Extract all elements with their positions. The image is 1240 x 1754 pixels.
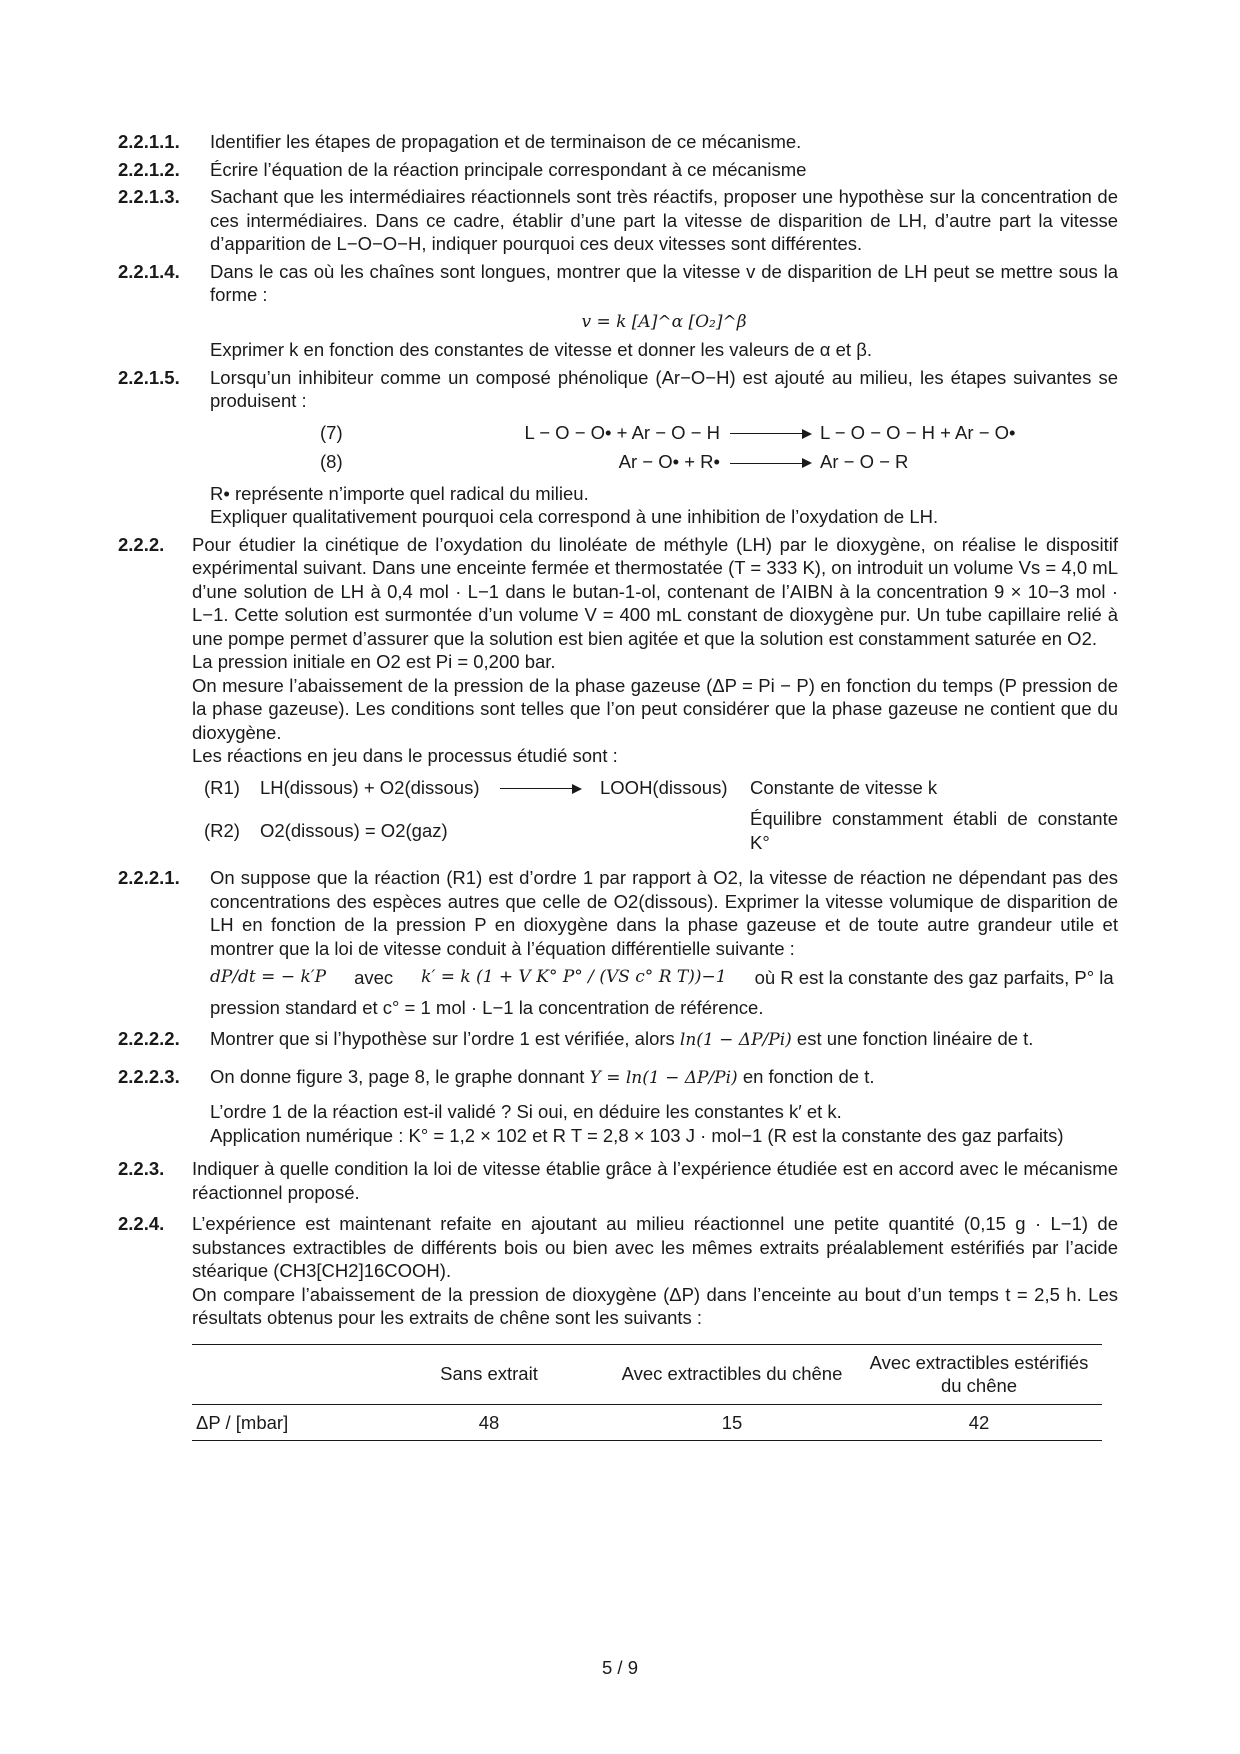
paragraph-initial-pressure: La pression initiale en O2 est Pi = 0,200 bar. [192,651,556,672]
question-text: Écrire l’équation de la réaction principale correspondant à ce mécanisme [210,158,807,180]
numerical-application: Application numérique : K° = 1,2 × 102 et R T = 2,8 × 103 J · mol−1 (R est la constante des gaz parfaits) [210,1124,1064,1146]
avec-word: avec [354,967,394,988]
log-expression: ln(1 − ΔP/Pi) [679,1030,792,1050]
question-text: Pour étudier la cinétique de l’oxydation du linoléate de méthyle (LH) par le dioxygène, on réalise le dispositif expérimental suivant. Dans une enceinte fermée et thermostatée (T = 333 K), on introduit un volume Vs = 4,0 mL d’une solution de LH à 0,4 mol · L−1 dans le butan-1-ol, contenant de l’AIBN à la concentration 9 × 10−3 mol · L−1. Cette solution est surmontée d’un volume V = 400 mL constant de dioxygène pur. Un tube capillaire relié à une pompe permet d’assurer que la solution est bien agitée et que la solution est constamment saturée en O2. [192,533,1118,649]
differential-equation-line [210,966,1118,990]
table-row [192,1404,1102,1441]
question-text-3: Expliquer qualitativement pourquoi cela correspond à une inhibition de l’oxydation de LH. [210,506,939,527]
reaction-arrow [500,788,580,789]
question-text-2: Exprimer k en fonction des constantes de vitesse et donner les valeurs de α et β. [210,339,872,360]
question-2-2-1-2 [118,158,1118,182]
table-cell: 15 [608,1404,856,1441]
question-text-2: R• représente n’importe quel radical du milieu. [210,482,589,504]
question-number: 2.2.1.3. [118,186,180,207]
inhibition-reactions [320,421,1118,474]
question-2-2-1-3 [118,185,1118,256]
question-text-end: en fonction de t. [742,1065,875,1087]
k-prime-expression: k′ = k (1 + V K° P° / (VS c° R T))−1 [421,967,727,987]
table-header-row [192,1344,1102,1404]
question-number: 2.2.2.2. [118,1028,180,1049]
question-text: Sachant que les intermédiaires réactionnels sont très réactifs, proposer une hypothèse sur la concentration de ces intermédiaires. Dans ce cadre, établir d’une part la vitesse de disparition de LH, d’autre part la vitesse d’apparition de L−O−O−H, indiquer pourquoi ces deux vitesses sont différentes. [210,186,1118,254]
reaction-7-reactants: L − O − O• + Ar − O − H [524,421,720,443]
reaction-8-reactants: Ar − O• + R• [618,451,720,472]
reaction-7-label: (7) [320,421,343,443]
question-2-2-1-4 [118,260,1118,362]
rate-law-equation: v = k [A]^α [O₂]^β [581,311,747,332]
question-2-2-2-2 [118,1027,1118,1053]
question-text: On donne figure 3, page 8, le graphe donnant [210,1065,585,1087]
question-2-2-2 [118,533,1118,863]
question-text-end: est une fonction linéaire de t. [796,1028,1034,1049]
table-header-cell: Avec extractibles estérifiés du chêne [856,1344,1102,1404]
reaction-r1-label: (R1) [204,776,240,798]
reaction-r2-note: Équilibre constamment établi de constante K° [750,808,1118,853]
question-number: 2.2.4. [118,1213,165,1234]
question-text: Montrer que si l’hypothèse sur l’ordre 1 est vérifiée, alors [210,1028,675,1049]
reaction-r1-products: LOOH(dissous) [600,776,728,798]
question-text: L’expérience est maintenant refaite en ajoutant au milieu réactionnel une petite quantité (0,15 g · L−1) de substances extractibles de différents bois ou bien avec les mêmes extraits préalablement estérifiés par l’acide stéarique (CH3[CH2]16COOH). [192,1213,1118,1281]
equation-tail: où R est la constante des gaz parfaits, P° la [754,967,1114,988]
question-number: 2.2.2. [118,533,165,555]
question-number: 2.2.1.2. [118,158,180,180]
table-header-cell: Avec extractibles du chêne [608,1344,856,1404]
question-2-2-4 [118,1212,1118,1330]
reaction-r2-equation: O2(dissous) = O2(gaz) [260,819,448,841]
question-number: 2.2.2.3. [118,1065,180,1087]
question-2-2-2-1 [118,866,1118,1019]
page-number: 5 / 9 [602,1657,638,1678]
question-text-2: L’ordre 1 de la réaction est-il validé ? Si oui, en déduire les constantes k′ et k. [210,1101,842,1122]
question-text: Identifier les étapes de propagation et de terminaison de ce mécanisme. [210,131,802,152]
reaction-8-label: (8) [320,451,343,472]
question-2-2-1-5 [118,366,1118,529]
paragraph-measurement: On mesure l’abaissement de la pression de la phase gazeuse (ΔP = Pi − P) en fonction du temps (P pression de la phase gazeuse). Les conditions sont telles que l’on peut considérer que la phase gazeuse ne contient que du dioxygène. [192,674,1118,743]
question-number: 2.2.2.1. [118,867,180,888]
reaction-8-products: Ar − O − R [820,451,909,472]
question-2-2-1-1 [118,130,1118,154]
paragraph-reactions-intro: Les réactions en jeu dans le processus étudié sont : [192,745,618,766]
question-text: On suppose que la réaction (R1) est d’ordre 1 par rapport à O2, la vitesse de réaction ne dépendant pas des concentrations des espèces autres que celle de O2(dissous). Exprimer la vitesse volumique de disparition de LH en fonction de la pression P en dioxygène dans la phase gazeuse et de toute autre grandeur utile et montrer que la loi de vitesse conduit à l’équation différentielle suivante : [210,867,1118,959]
y-expression: Y = ln(1 − ΔP/Pi) [589,1067,738,1088]
table-header-cell: Sans extrait [370,1344,608,1404]
question-text-2: pression standard et c° = 1 mol · L−1 la concentration de référence. [210,996,764,1018]
reaction-r1-note: Constante de vitesse k [750,776,938,798]
reaction-r1-reactants: LH(dissous) + O2(dissous) [260,776,480,798]
question-number: 2.2.3. [118,1158,165,1179]
question-text-2: On compare l’abaissement de la pression de dioxygène (ΔP) dans l’enceinte au bout d’un temps t = 2,5 h. Les résultats obtenus pour les extraits de chêne sont les suivants : [192,1283,1118,1328]
table-cell: 48 [370,1404,608,1441]
page-content [118,130,1118,1441]
table-cell: 42 [856,1404,1102,1441]
question-text: Lorsqu’un inhibiteur comme un composé phénolique (Ar−O−H) est ajouté au milieu, les étapes suivantes se produisent : [210,366,1118,411]
question-text: Dans le cas où les chaînes sont longues, montrer que la vitesse v de disparition de LH peut se mettre sous la forme : [210,260,1118,305]
reaction-7-products: L − O − O − H + Ar − O• [820,421,1016,443]
question-number: 2.2.1.4. [118,260,180,282]
reaction-arrow [730,433,810,434]
results-table [192,1344,1102,1442]
question-2-2-2-3 [118,1065,1118,1148]
question-2-2-3 [118,1157,1118,1204]
question-number: 2.2.1.1. [118,131,180,152]
differential-equation: dP/dt = − k′P [210,967,327,987]
question-number: 2.2.1.5. [118,366,180,388]
question-text: Indiquer à quelle condition la loi de vitesse établie grâce à l’expérience étudiée est en accord avec le mécanisme réactionnel proposé. [192,1158,1118,1203]
reaction-r2-label: (R2) [204,819,240,841]
reactions-block [204,776,1118,855]
table-row-label: ΔP / [mbar] [192,1404,370,1441]
table-header-cell [192,1344,370,1404]
reaction-arrow [730,463,810,464]
